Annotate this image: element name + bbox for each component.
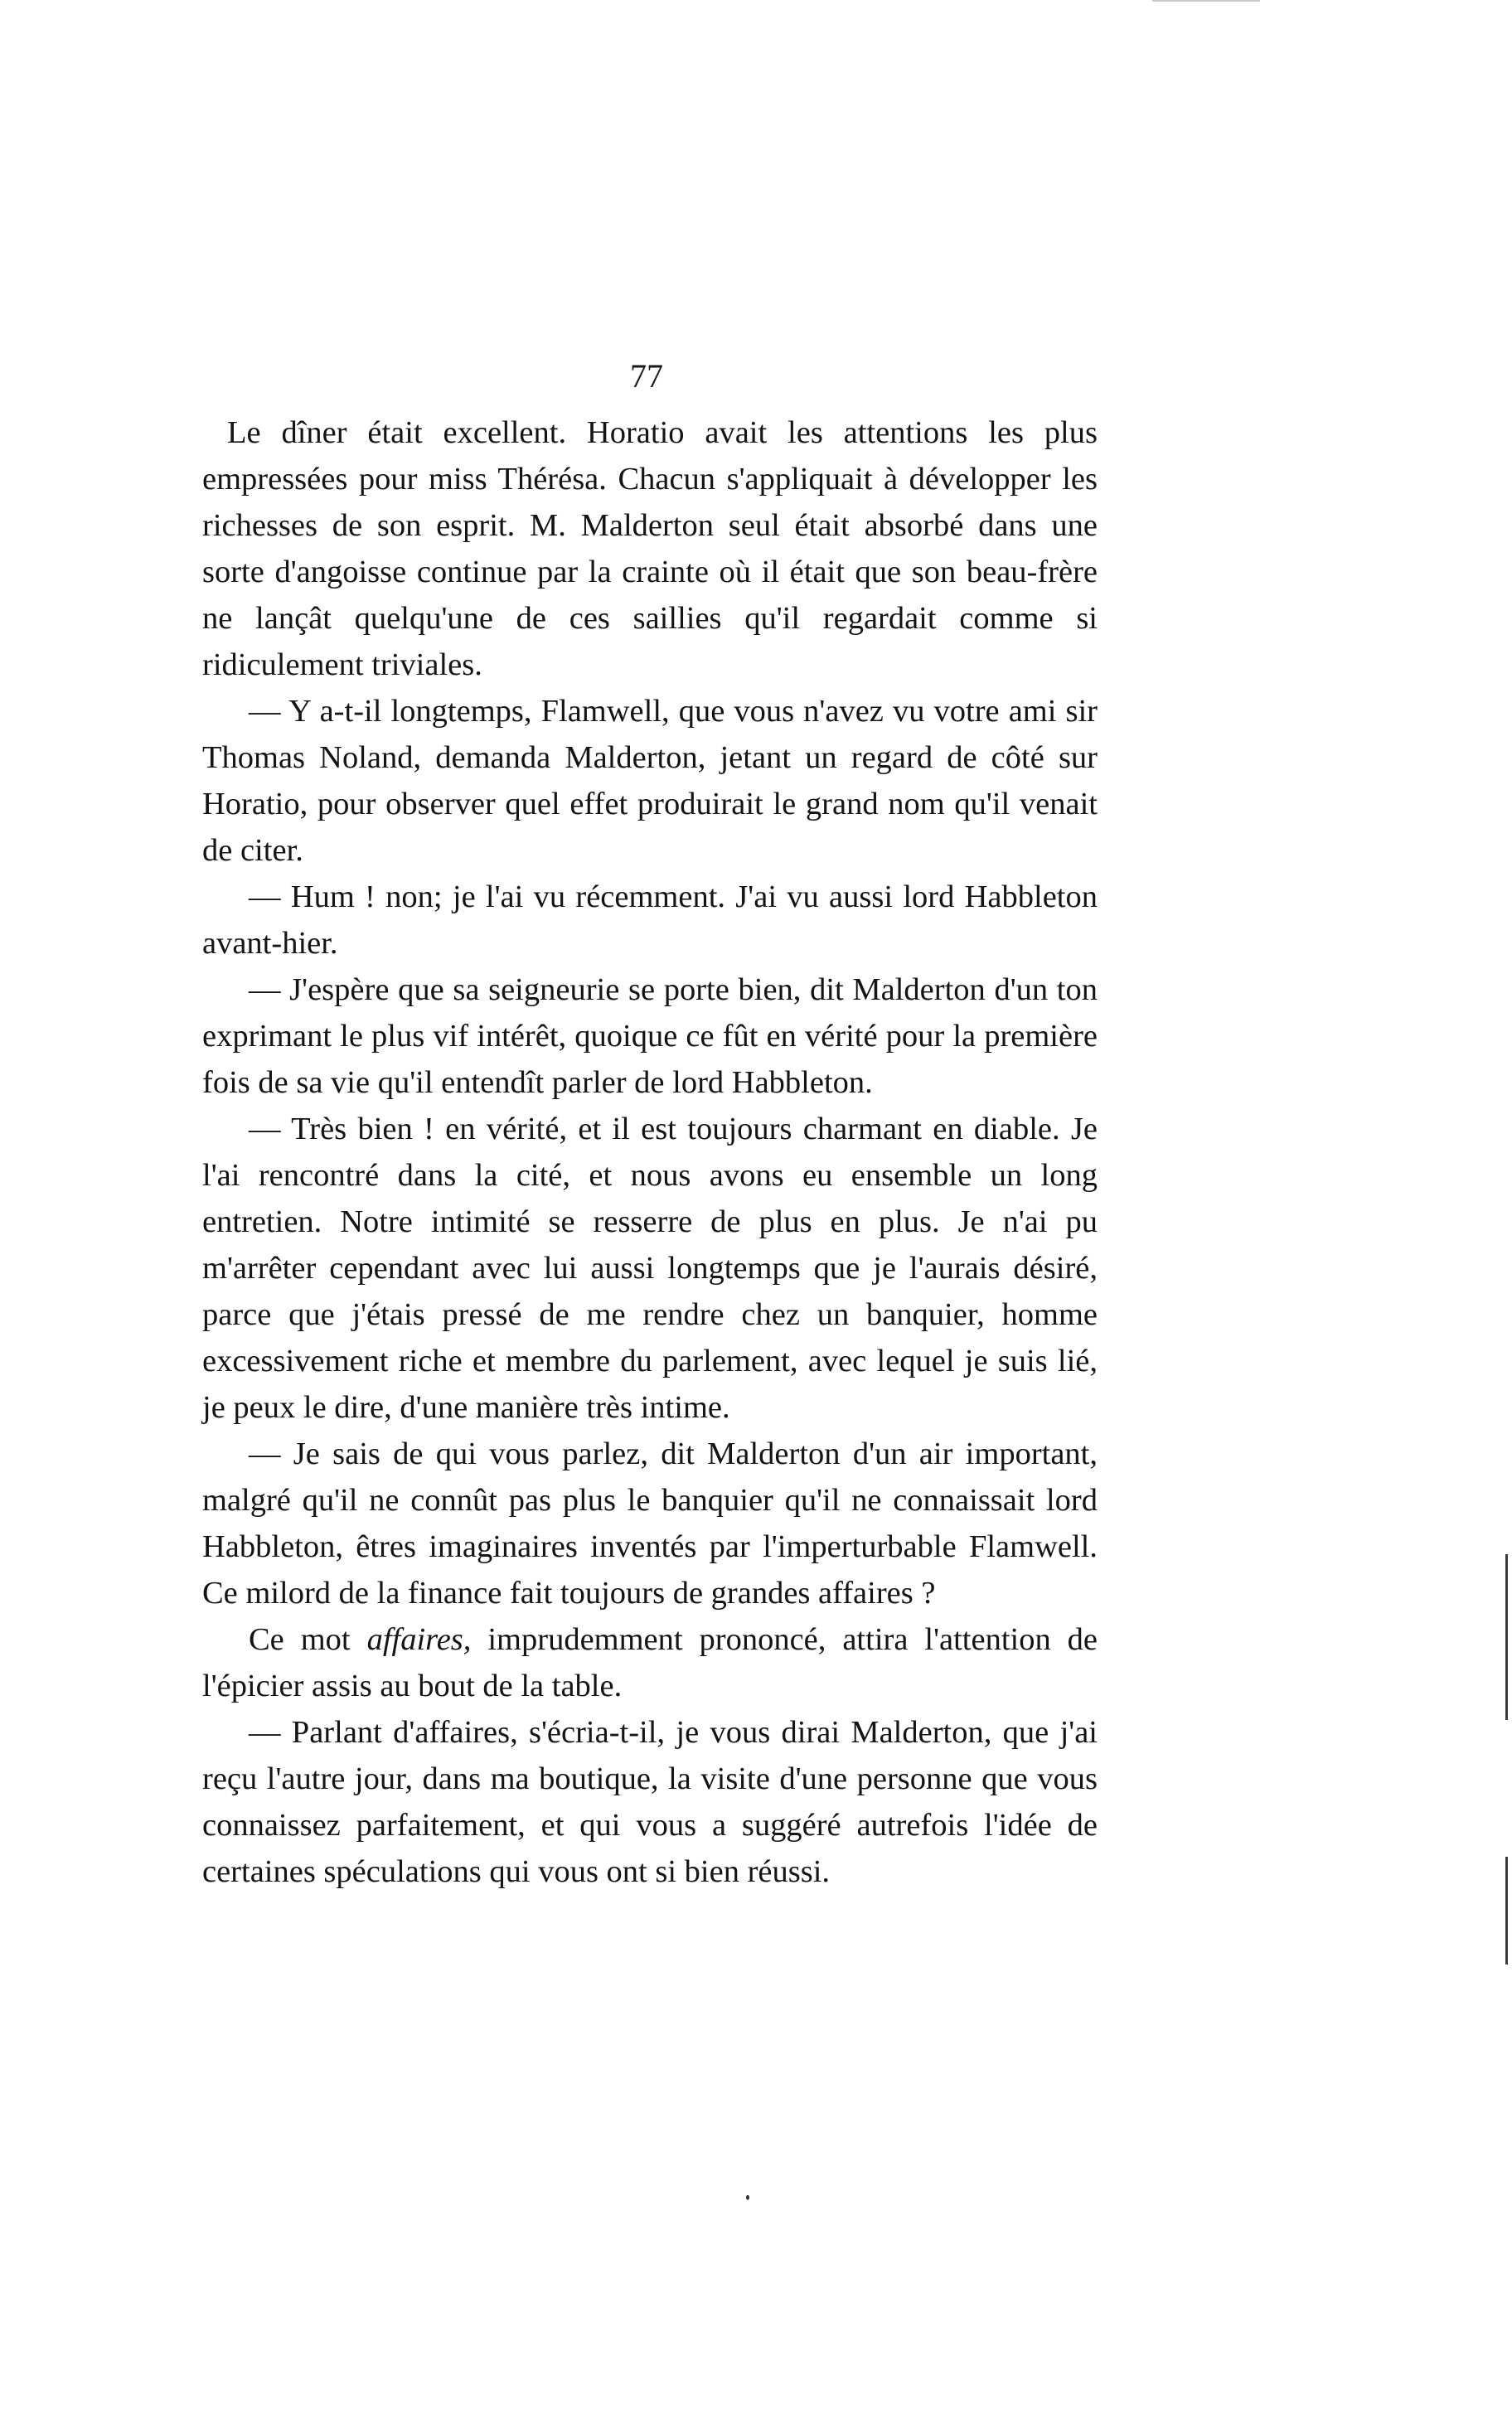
paragraph: — Très bien ! en vérité, et il est toujours charmant en diable. Je l'ai rencontré dans la cité, et nous avons eu ensemble un long entretien. Notre intimité se resserre de plus en plus. Je n'ai pu m'arrêter cependant avec lui aussi longtemps que je l'aurais désiré, parce que j'étais pressé de me rendre chez un banquier, homme excessivement riche et membre du parlement, avec lequel je suis lié, je peux le dire, d'une manière très intime.: [202, 1112, 1098, 1425]
emphasized-word: affaires,: [366, 1622, 472, 1657]
scan-speck: [746, 2195, 749, 2200]
scan-edge-mark: [1505, 1554, 1508, 1720]
paragraph: — J'espère que sa seigneurie se porte bien, dit Malderton d'un ton exprimant le plus vif intérêt, quoique ce fût en vérité pour la première fois de sa vie qu'il entendît parler de lord Habbleton.: [202, 972, 1098, 1100]
paragraph: Le dîner était excellent. Horatio avait les attentions les plus empressées pour miss Thérésa. Chacun s'appliquait à développer les richesses de son esprit. M. Malderton seul était absorbé dans une sorte d'angoisse continue par la crainte où il était que son beau-frère ne lançât quelqu'une de ces saillies qu'il regardait comme si ridiculement triviales.: [202, 415, 1098, 682]
scan-edge-mark: [1152, 0, 1260, 2]
paragraph: — Hum ! non; je l'ai vu récemment. J'ai vu aussi lord Habbleton avant-hier.: [202, 879, 1098, 961]
paragraph: — Y a-t-il longtemps, Flamwell, que vous n'avez vu votre ami sir Thomas Noland, demanda Malderton, jetant un regard de côté sur Horatio, pour observer quel effet produirait le grand nom qu'il venait de citer.: [202, 694, 1098, 868]
paragraph: — Je sais de qui vous parlez, dit Malderton d'un air important, malgré qu'il ne connût pas plus le banquier qu'il ne connaissait lord Habbleton, êtres imaginaires inventés par l'imperturbable Flamwell. Ce milord de la finance fait toujours de grandes affaires ?: [202, 1436, 1098, 1611]
scan-edge-mark: [1505, 1857, 1508, 1964]
paragraph: — Parlant d'affaires, s'écria-t-il, je vous dirai Malderton, que j'ai reçu l'autre jour, dans ma boutique, la visite d'une personne que vous connaissez parfaitement, et qui vous a suggéré autrefois l'idée de certaines spéculations qui vous ont si bien réussi.: [202, 1715, 1098, 1889]
paragraph: [202, 1616, 1098, 1709]
paragraph-text: Ce mot: [249, 1622, 367, 1657]
paragraph-text: imprudemment prononcé, attira l'attention de l'épicier assis au bout de la table.: [202, 1622, 1098, 1703]
body-text: [202, 409, 1098, 1895]
page-number: 77: [630, 357, 663, 395]
